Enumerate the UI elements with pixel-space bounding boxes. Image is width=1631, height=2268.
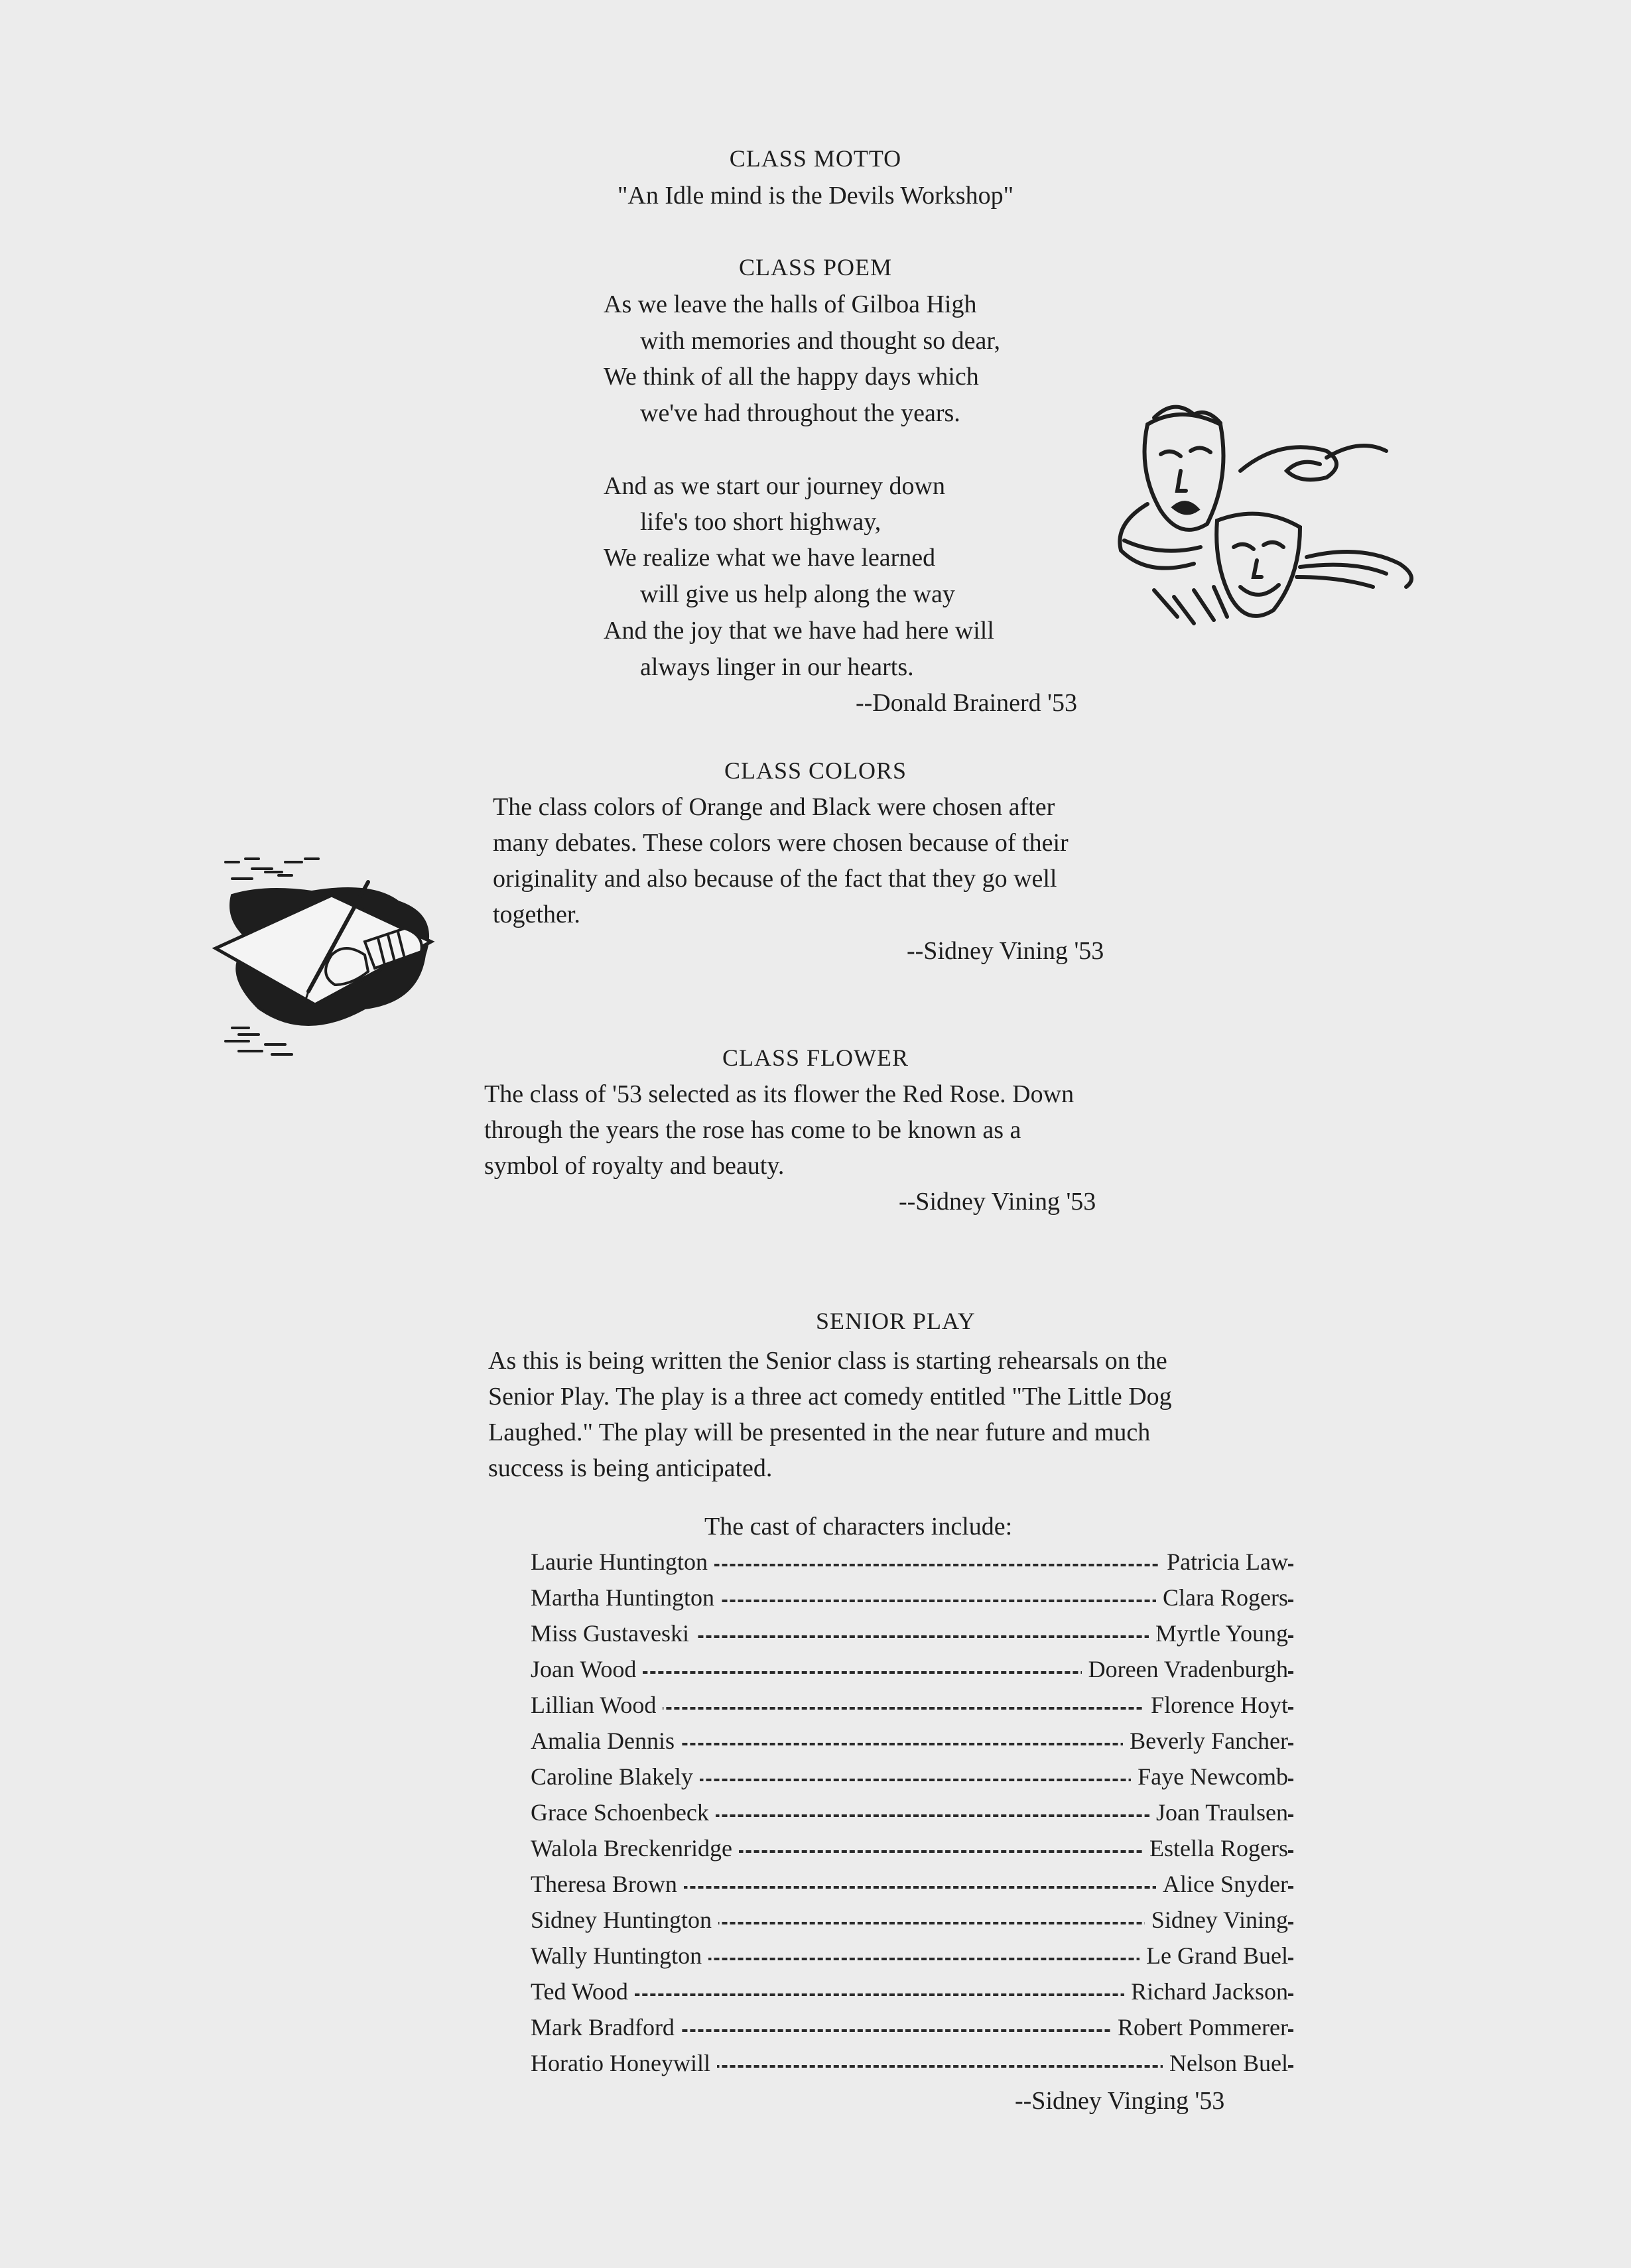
- cast-role: Walola Breckenridge: [531, 1834, 739, 1862]
- cast-row: [531, 1834, 1293, 1870]
- cast-actor: Faye Newcomb: [1131, 1763, 1288, 1791]
- cast-role: Mark Bradford: [531, 2013, 681, 2041]
- cast-actor: Florence Hoyt: [1144, 1691, 1288, 1719]
- cast-actor: Robert Pommerer: [1111, 2013, 1288, 2041]
- cast-row: [531, 1619, 1293, 1655]
- paragraph-line: As this is being written the Senior class is starting rehearsals on the: [488, 1347, 1167, 1375]
- cast-role: Amalia Dennis: [531, 1727, 681, 1755]
- poem-author: --Donald Brainerd '53: [856, 689, 1077, 717]
- cast-actor: Sidney Vining: [1145, 1906, 1288, 1934]
- paragraph-line: together.: [493, 901, 580, 928]
- theater-masks-icon: [1108, 398, 1453, 637]
- poem-line: We realize what we have learned: [604, 544, 936, 572]
- class-flower-author: --Sidney Vining '53: [899, 1188, 1096, 1216]
- cast-role: Miss Gustaveski: [531, 1619, 696, 1647]
- writing-hand-icon: [212, 842, 458, 1068]
- cast-role: Martha Huntington: [531, 1584, 721, 1611]
- class-flower-heading: CLASS FLOWER: [722, 1044, 909, 1071]
- paragraph-line: Senior Play. The play is a three act comedy entitled "The Little Dog: [488, 1383, 1172, 1411]
- poem-line: And as we start our journey down: [604, 472, 946, 500]
- cast-role: Theresa Brown: [531, 1870, 684, 1898]
- cast-row: [531, 1763, 1293, 1798]
- class-colors-author: --Sidney Vining '53: [907, 937, 1104, 965]
- paragraph-line: through the years the rose has come to be known as a: [484, 1116, 1021, 1144]
- cast-row: [531, 1691, 1293, 1727]
- cast-actor: Beverly Fancher: [1123, 1727, 1288, 1755]
- cast-role: Sidney Huntington: [531, 1906, 718, 1934]
- paragraph-line: Laughed." The play will be presented in the near future and much: [488, 1418, 1151, 1446]
- class-colors-heading: CLASS COLORS: [724, 757, 907, 784]
- cast-row: [531, 1727, 1293, 1763]
- senior-play-author: --Sidney Vinging '53: [1015, 2087, 1225, 2115]
- cast-row: [531, 1655, 1293, 1691]
- cast-actor: Le Grand Buel: [1140, 1942, 1288, 1970]
- poem-line: As we leave the halls of Gilboa High: [604, 290, 977, 318]
- cast-actor: Estella Rogers: [1143, 1834, 1288, 1862]
- cast-row: [531, 1870, 1293, 1906]
- cast-row: [531, 1798, 1293, 1834]
- cast-actor: Joan Traulsen: [1149, 1798, 1288, 1826]
- class-motto-text: "An Idle mind is the Devils Workshop": [617, 182, 1014, 210]
- paragraph-line: many debates. These colors were chosen because of their: [493, 829, 1069, 857]
- cast-actor: Patricia Law: [1160, 1548, 1288, 1576]
- cast-row: [531, 1906, 1293, 1942]
- cast-role: Lillian Wood: [531, 1691, 663, 1719]
- poem-line: with memories and thought so dear,: [640, 327, 1001, 355]
- cast-actor: Richard Jackson: [1124, 1978, 1288, 2005]
- paragraph-line: symbol of royalty and beauty.: [484, 1152, 785, 1180]
- cast-role: Laurie Huntington: [531, 1548, 714, 1576]
- cast-actor: Doreen Vradenburgh: [1082, 1655, 1288, 1683]
- cast-actor: Clara Rogers: [1156, 1584, 1288, 1611]
- cast-role: Joan Wood: [531, 1655, 643, 1683]
- class-motto-heading: CLASS MOTTO: [729, 145, 902, 172]
- cast-intro: The cast of characters include:: [704, 1513, 1013, 1541]
- cast-role: Wally Huntington: [531, 1942, 708, 1970]
- cast-row: [531, 1584, 1293, 1619]
- cast-role: Ted Wood: [531, 1978, 635, 2005]
- poem-line: always linger in our hearts.: [640, 653, 914, 681]
- paragraph-line: The class colors of Orange and Black were chosen after: [493, 793, 1055, 821]
- paragraph-line: The class of '53 selected as its flower the Red Rose. Down: [484, 1080, 1075, 1108]
- cast-row: [531, 1942, 1293, 1978]
- paragraph-line: success is being anticipated.: [488, 1454, 773, 1482]
- poem-line: we've had throughout the years.: [640, 399, 960, 427]
- poem-line: life's too short highway,: [640, 508, 881, 536]
- senior-play-text: [488, 1343, 1172, 1486]
- class-flower-text: [484, 1076, 1074, 1184]
- cast-row: [531, 1978, 1293, 2013]
- cast-actor: Myrtle Young: [1149, 1619, 1288, 1647]
- cast-actor: Nelson Buel: [1163, 2049, 1288, 2077]
- cast-row: [531, 2013, 1293, 2049]
- poem-line: will give us help along the way: [640, 580, 955, 608]
- paragraph-line: originality and also because of the fact that they go well: [493, 865, 1057, 893]
- cast-role: Caroline Blakely: [531, 1763, 700, 1791]
- cast-actor: Alice Snyder: [1156, 1870, 1288, 1898]
- class-poem-heading: CLASS POEM: [738, 254, 893, 281]
- cast-role: Grace Schoenbeck: [531, 1798, 716, 1826]
- poem-line: And the joy that we have had here will: [604, 617, 994, 645]
- cast-role: Horatio Honeywill: [531, 2049, 717, 2077]
- poem-line: We think of all the happy days which: [604, 363, 979, 391]
- cast-row: [531, 1548, 1293, 1584]
- class-colors-text: [493, 789, 1069, 932]
- cast-row: [531, 2049, 1293, 2085]
- senior-play-heading: SENIOR PLAY: [816, 1308, 976, 1334]
